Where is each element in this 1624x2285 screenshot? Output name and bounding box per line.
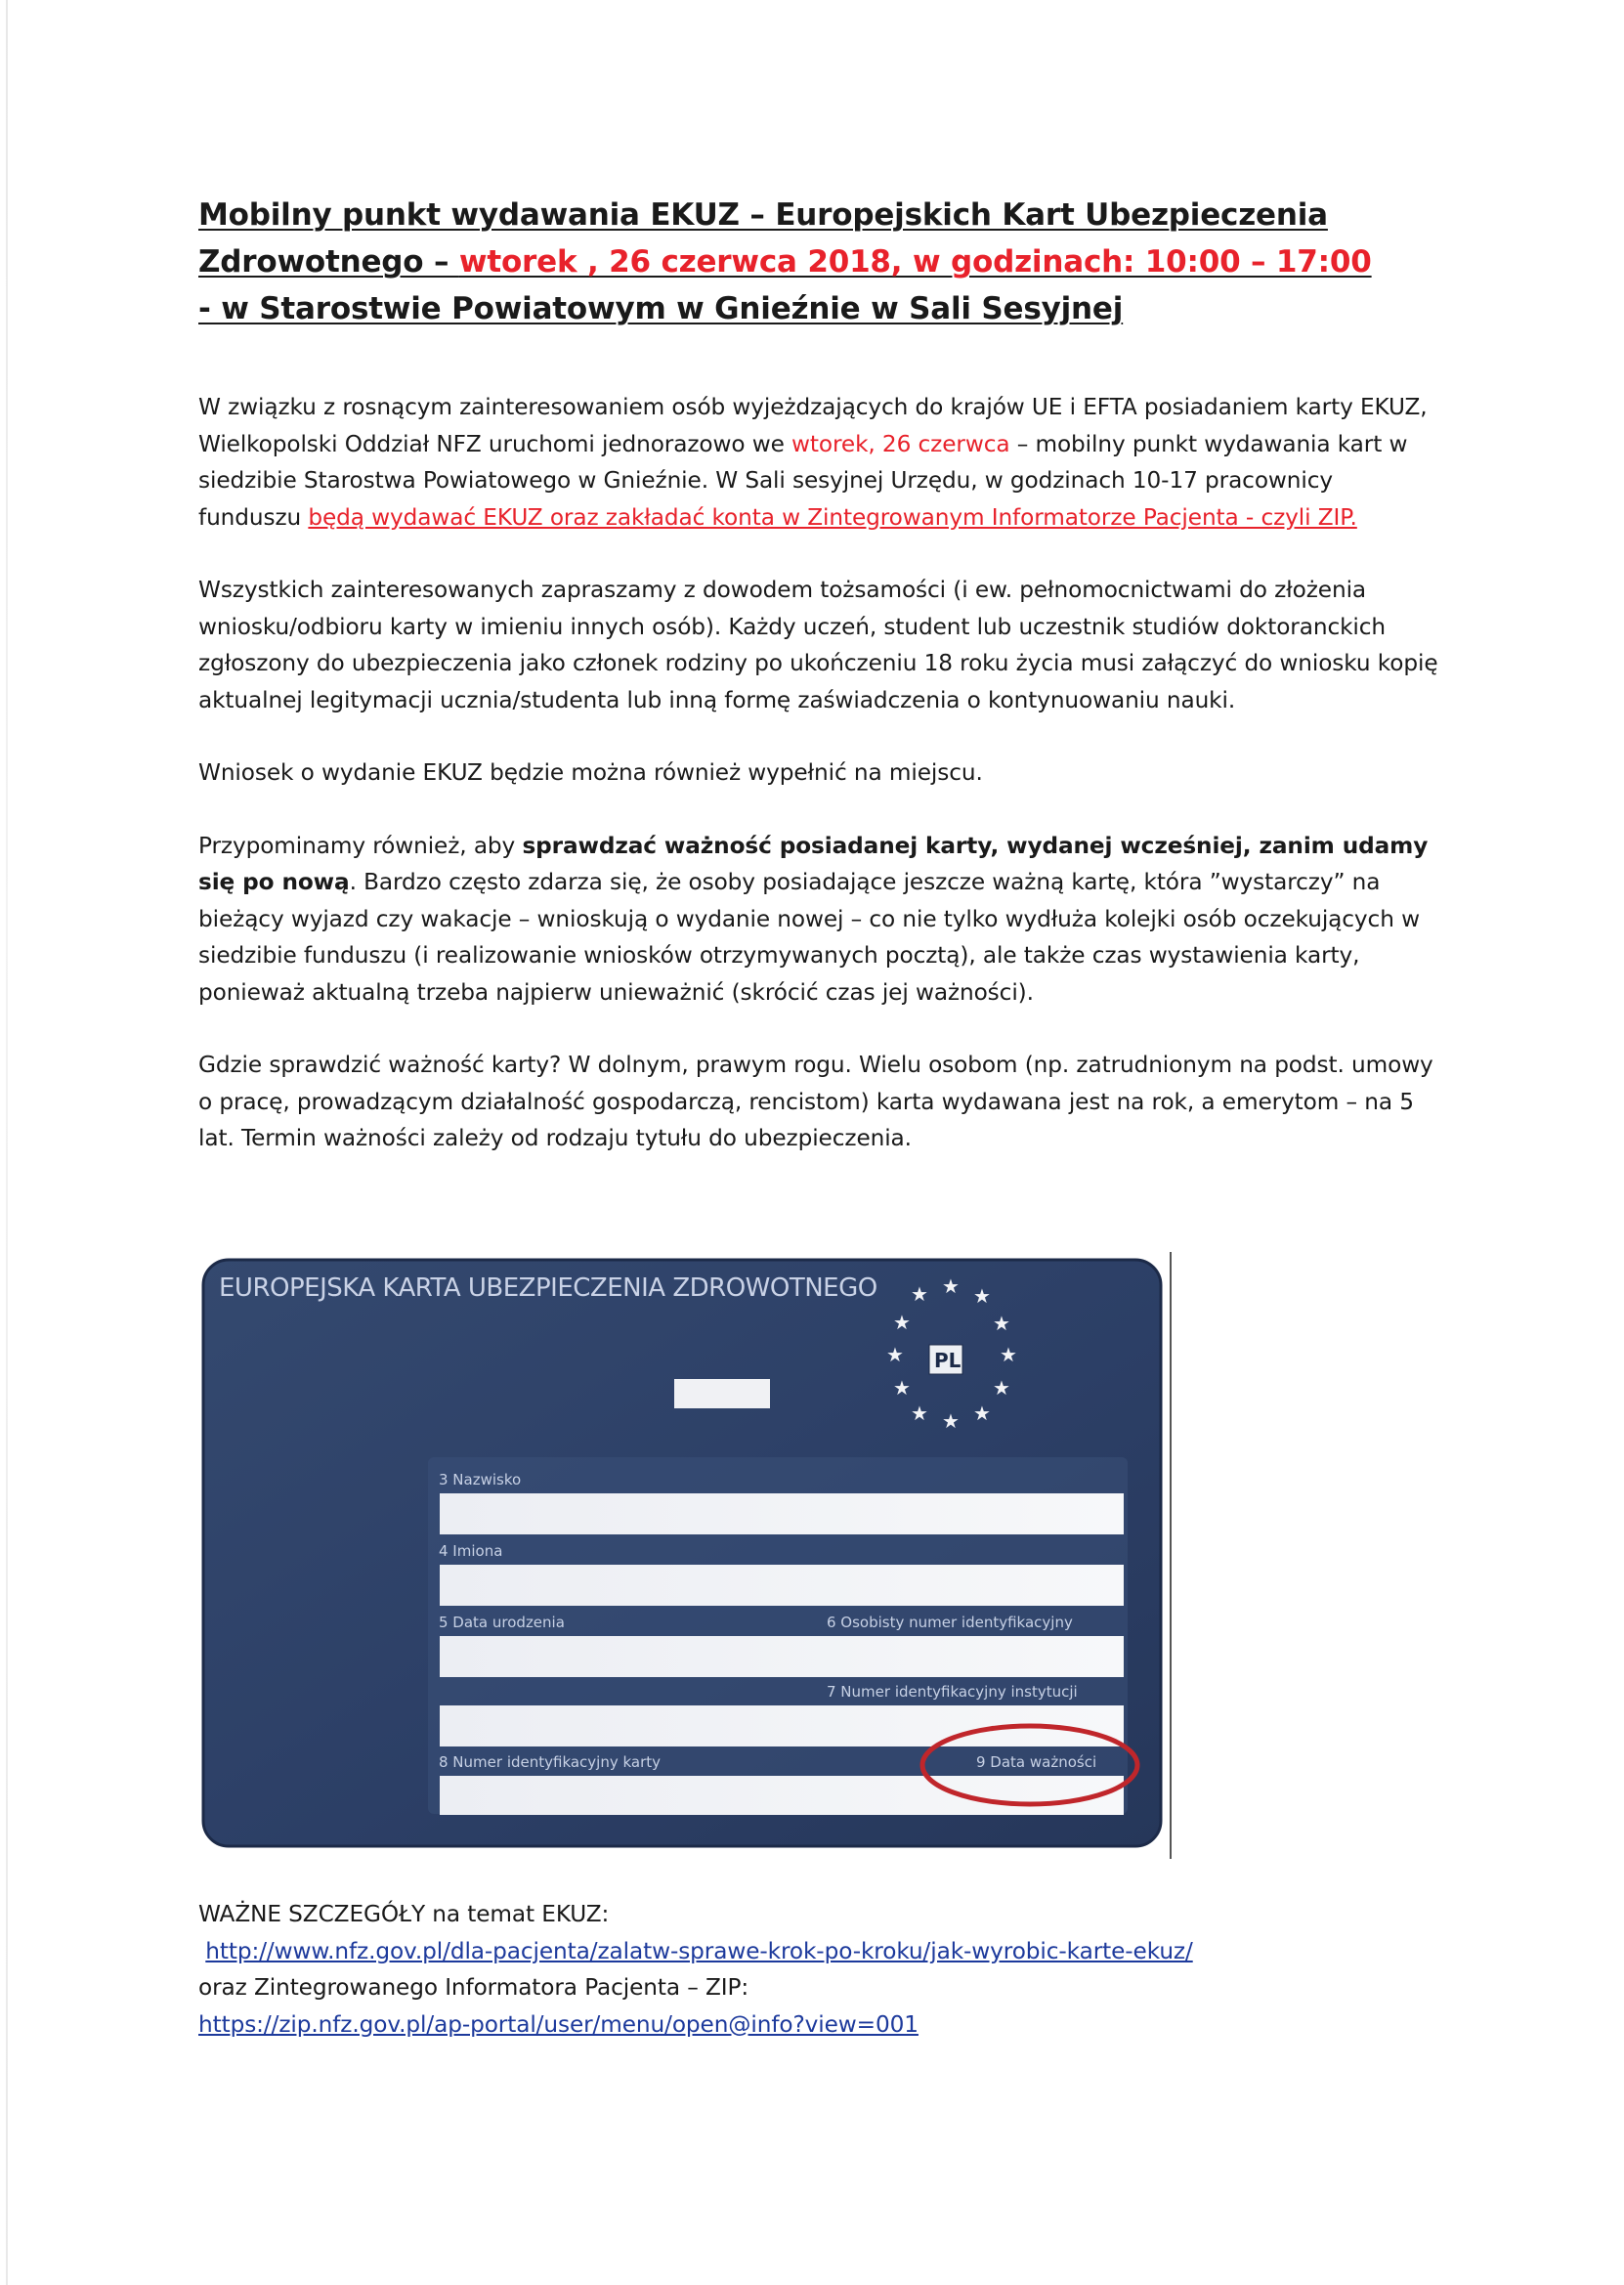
zip-link-wrapper — [198, 2006, 1439, 2044]
validity-reminder-paragraph — [198, 828, 1439, 1012]
reminder-bold-text: sprawdzać ważność posiadanej karty, wydanej wcześniej, zanim udamy się po nową — [198, 832, 1429, 895]
details-label: WAŻNE SZCZEGÓŁY na temat EKUZ: — [198, 1901, 610, 1927]
svg-text:★: ★ — [993, 1376, 1010, 1400]
svg-text:★: ★ — [893, 1376, 911, 1400]
title-line-1: Mobilny punkt wydawania EKUZ – Europejskich Kart Ubezpieczenia — [198, 197, 1328, 233]
card-field-surname-label: 3 Nazwisko — [439, 1471, 522, 1488]
card-field-birthdate-label: 5 Data urodzenia — [439, 1614, 565, 1631]
svg-text:★: ★ — [973, 1284, 991, 1308]
card-field-surname — [440, 1493, 1124, 1534]
reminder-text-c: . Bardzo często zdarza się, że osoby posiadające jeszcze ważną kartę, która ”wystarczy” na bieżący wyjazd czy wakacje – wnioskują o wydanie nowej – co nie tylko wydłuża kolejki osób oczekujących w siedzibie funduszu (i realizowanie wniosków otrzymywanych pocztą), ale także czas wystawienia karty, ponieważ aktualną trzeba najpierw unieważnić (skrócić czas jej ważności). — [198, 869, 1420, 1006]
card-field-expiry-label: 9 Data ważności — [976, 1753, 1097, 1771]
card-field-card-id-label: 8 Numer identyfikacyjny karty — [439, 1753, 662, 1771]
document-body — [198, 192, 1439, 1157]
card-field-names-label: 4 Imiona — [439, 1542, 503, 1560]
svg-text:★: ★ — [942, 1274, 960, 1298]
card-field-birthdate — [440, 1636, 1124, 1677]
svg-text:★: ★ — [886, 1343, 904, 1366]
country-code: PL — [934, 1349, 962, 1372]
nfz-ekuz-link[interactable]: http://www.nfz.gov.pl/dla-pacjenta/zalatw-sprawe-krok-po-kroku/jak-wyrobic-karte-ekuz/ — [205, 1937, 1193, 1964]
intro-date-highlight: wtorek, 26 czerwca — [791, 430, 1010, 457]
event-date-time: wtorek , 26 czerwca 2018, w godzinach: 10:00 – 17:00 — [458, 244, 1372, 280]
svg-text:★: ★ — [1000, 1343, 1017, 1366]
svg-text:★: ★ — [911, 1401, 928, 1425]
intro-services-link[interactable]: będą wydawać EKUZ oraz zakładać konta w Zintegrowanym Informatorze Pacjenta - czyli ZIP. — [308, 503, 1357, 531]
details-link-wrapper — [198, 1933, 1439, 1970]
where-to-check-paragraph: Gdzie sprawdzić ważność karty? W dolnym, prawym rogu. Wielu osobom (np. zatrudnionym na podst. umowy o pracę, prowadzącym działalność gospodarczą, rencistom) karta wydawana jest na rok, a emerytom – na 5 lat. Termin ważności zależy od rodzaju tytułu do ubezpieczenia. — [198, 1052, 1433, 1151]
card-field-names — [440, 1565, 1124, 1606]
title-line-2-prefix: Zdrowotnego – — [198, 244, 459, 280]
card-field-personal-id-label: 6 Osobisty numer identyfikacyjny — [827, 1614, 1073, 1631]
footer-section — [198, 1896, 1439, 2043]
svg-text:★: ★ — [893, 1311, 911, 1334]
card-chip — [674, 1379, 770, 1408]
reminder-text-a: Przypominamy również, aby — [198, 832, 523, 859]
card-title: EUROPEJSKA KARTA UBEZPIECZENIA ZDROWOTNEGO — [219, 1273, 877, 1303]
card-field-card-id — [440, 1776, 1124, 1815]
document-title — [198, 192, 1439, 332]
on-site-form-paragraph: Wniosek o wydanie EKUZ będzie można również wypełnić na miejscu. — [198, 759, 983, 786]
intro-text-c: – mobilny punkt wydawania kart w siedzibie Starostwa Powiatowego w Gnieźnie. W Sali sesyjnej Urzędu, w godzinach 10-17 pracownicy funduszu — [198, 430, 1408, 531]
zip-portal-link[interactable]: https://zip.nfz.gov.pl/ap-portal/user/menu/open@info?view=001 — [198, 2010, 919, 2038]
intro-text-a: W związku z rosnącym zainteresowaniem osób wyjeżdzających do krajów UE i EFTA posiadaniem karty EKUZ, Wielkopolski Oddział NFZ uruchomi jednorazowo we — [198, 394, 1428, 457]
svg-text:★: ★ — [973, 1401, 991, 1425]
ekuz-card-image — [199, 1252, 1175, 1859]
card-field-institution-id-label: 7 Numer identyfikacyjny instytucji — [827, 1683, 1078, 1701]
intro-paragraph — [198, 389, 1439, 536]
scan-edge — [6, 0, 8, 2285]
title-line-3: - w Starostwie Powiatowym w Gnieźnie w Sali Sesyjnej — [198, 291, 1124, 326]
zip-label: oraz Zintegrowanego Informatora Pacjenta – ZIP: — [198, 1974, 749, 2001]
svg-text:★: ★ — [911, 1282, 928, 1306]
svg-text:★: ★ — [993, 1312, 1010, 1335]
invitation-paragraph: Wszystkich zainteresowanych zapraszamy z dowodem tożsamości (i ew. pełnomocnictwami do złożenia wniosku/odbioru karty w imieniu innych osób). Każdy uczeń, student lub uczestnik studiów doktoranckich zgłoszony do ubezpieczenia jako członek rodziny po ukończeniu 18 roku życia musi załączyć do wniosku kopię aktualnej legitymacji ucznia/studenta lub inną formę zaświadczenia o kontynuowaniu nauki. — [198, 577, 1438, 713]
svg-text:★: ★ — [942, 1409, 960, 1433]
